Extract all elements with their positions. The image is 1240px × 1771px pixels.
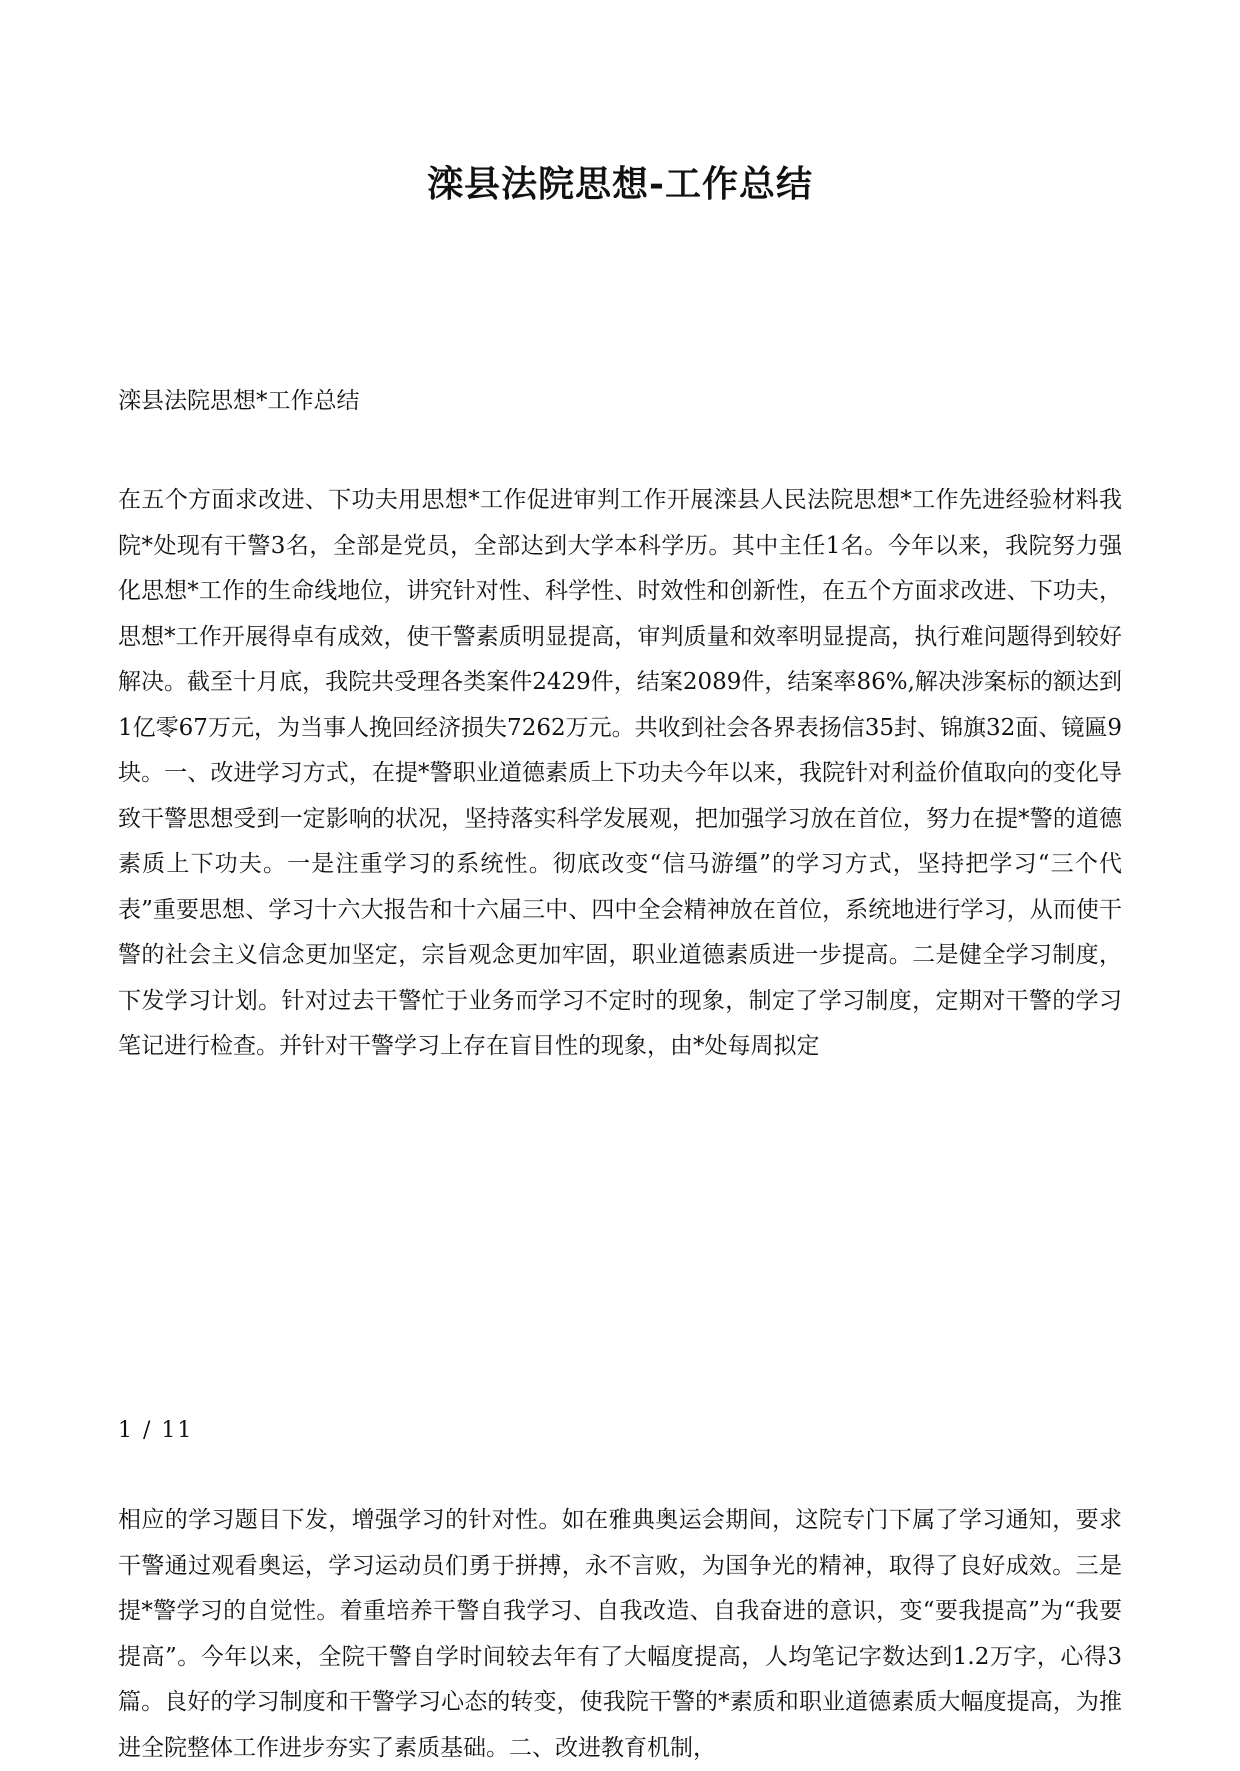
body-paragraph-1: 在五个方面求改进、下功夫用思想*工作促进审判工作开展滦县人民法院思想*工作先进经验材料我院*处现有干警3名，全部是党员，全部达到大学本科学历。其中主任1名。今年以来，我院努力强化思想*工作的生命线地位，讲究针对性、科学性、时效性和创新性，在五个方面求改进、下功夫，思想*工作开展得卓有成效，使干警素质明显提高，审判质量和效率明显提高，执行难问题得到较好解决。截至十月底，我院共受理各类案件2429件，结案2089件，结案率86%,解决涉案标的额达到1亿零67万元，为当事人挽回经济损失7262万元。共收到社会各界表扬信35封、锦旗32面、镜匾9块。一、改进学习方式，在提*警职业道德素质上下功夫今年以来，我院针对利益价值取向的变化导致干警思想受到一定影响的状况，坚持落实科学发展观，把加强学习放在首位，努力在提*警的道德素质上下功夫。一是注重学习的系统性。彻底改变“信马游缰”的学习方式，坚持把学习“三个代表”重要思想、学习十六大报告和十六届三中、四中全会精神放在首位，系统地进行学习，从而使干警的社会主义信念更加坚定，宗旨观念更加牢固，职业道德素质进一步提高。二是健全学习制度，下发学习计划。针对过去干警忙于业务而学习不定时的现象，制定了学习制度，定期对干警的学习笔记进行检查。并针对干警学习上存在盲目性的现象，由*处每周拟定 [118, 487, 1122, 1059]
page-number: 1 / 11 [118, 1418, 194, 1443]
document-subtitle: 滦县法院思想*工作总结 [118, 388, 360, 414]
body-paragraph-2: 相应的学习题目下发，增强学习的针对性。如在雅典奥运会期间，这院专门下属了学习通知，要求干警通过观看奥运，学习运动员们勇于拼搏，永不言败，为国争光的精神，取得了良好成效。三是提*警学习的自觉性。着重培养干警自我学习、自我改造、自我奋进的意识，变“要我提高”为“我要提高”。今年以来，全院干警自学时间较去年有了大幅度提高，人均笔记字数达到1.2万字，心得3篇。良好的学习制度和干警学习心态的转变，使我院干警的*素质和职业道德素质大幅度提高，为推进全院整体工作进步夯实了素质基础。二、改进教育机制， [118, 1507, 1122, 1761]
document-title: 滦县法院思想-工作总结 [427, 163, 813, 205]
